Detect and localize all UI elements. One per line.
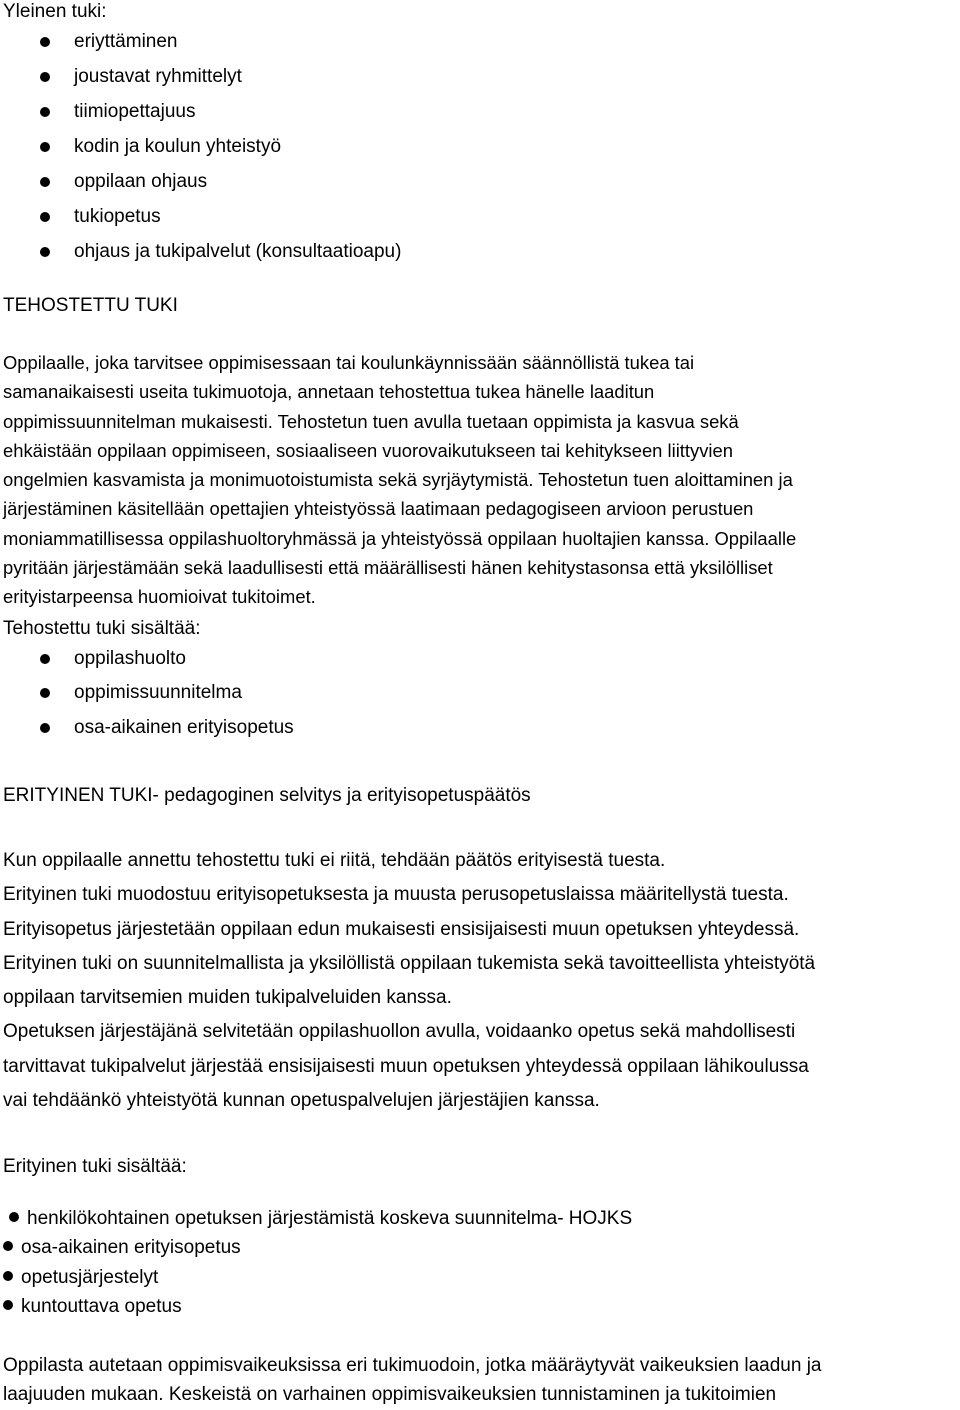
list-item: tiimiopettajuus bbox=[74, 101, 196, 122]
bullet-icon bbox=[40, 107, 50, 117]
section-heading-general: Yleinen tuki: bbox=[3, 1, 107, 22]
list-item-label: opetusjärjestelyt bbox=[21, 1267, 159, 1288]
paragraph-line: Erityinen tuki muodostuu erityisopetuksesta ja muusta perusopetuslaissa määritellystä tuesta. bbox=[3, 884, 789, 906]
intensified-contains-label: Tehostettu tuki sisältää: bbox=[3, 618, 201, 639]
paragraph-line: laajuuden mukaan. Keskeistä on varhainen oppimisvaikeuksien tunnistaminen ja tukitoimien bbox=[3, 1384, 777, 1406]
list-item: eriyttäminen bbox=[74, 31, 178, 52]
paragraph-line: tarvittavat tukipalvelut järjestää ensisijaisesti muun opetuksen yhteydessä oppilaan lähikoulussa bbox=[3, 1055, 809, 1077]
list-item bbox=[3, 1207, 632, 1231]
special-paragraph bbox=[3, 844, 960, 1118]
paragraph-line: vai tehdäänkö yhteistyötä kunnan opetuspalvelujen järjestäjien kanssa. bbox=[3, 1090, 600, 1112]
list-item-label: henkilökohtainen opetuksen järjestämistä koskeva suunnitelma- HOJKS bbox=[27, 1208, 633, 1229]
list-item: ohjaus ja tukipalvelut (konsultaatioapu) bbox=[74, 241, 402, 262]
paragraph-line: moniammatillisessa oppilashuoltoryhmässä ja yhteistyössä oppilaan huoltajien kanssa. Oppilaalle bbox=[3, 527, 797, 549]
bullet-icon bbox=[40, 247, 50, 257]
list-item: joustavat ryhmittelyt bbox=[74, 66, 242, 87]
paragraph-line: Oppilaalle, joka tarvitsee oppimisessaan tai koulunkäynnissään säännöllistä tukea tai bbox=[3, 352, 695, 373]
list-item: oppilaan ohjaus bbox=[74, 171, 208, 192]
bullet-icon bbox=[40, 142, 50, 152]
bullet-icon bbox=[40, 723, 50, 733]
paragraph-line: erityistarpeensa huomioivat tukitoimet. bbox=[3, 586, 316, 608]
list-item: oppilashuolto bbox=[74, 648, 186, 669]
bullet-icon bbox=[40, 177, 50, 187]
paragraph-line: Erityisopetus järjestetään oppilaan edun mukaisesti ensisijaisesti muun opetuksen yhteydessä. bbox=[3, 918, 800, 940]
paragraph-line: samanaikaisesti useita tukimuotoja, annetaan tehostettua tukea hänelle laaditun bbox=[3, 381, 655, 403]
bullet-icon bbox=[3, 1271, 13, 1281]
paragraph-line: pyritään järjestämään sekä laadullisesti että määrällisesti hänen kehitystasonsa että yksilölliset bbox=[3, 557, 773, 579]
paragraph-line: ehkäistään oppilaan oppimiseen, sosiaaliseen vuorovaikutukseen tai kehitykseen liittyvien bbox=[3, 439, 733, 461]
list-item: tukiopetus bbox=[74, 206, 161, 227]
list-item-label: kuntouttava opetus bbox=[21, 1296, 182, 1317]
list-item-label: osa-aikainen erityisopetus bbox=[21, 1237, 241, 1258]
bullet-icon bbox=[40, 37, 50, 47]
list-item bbox=[3, 1295, 182, 1319]
paragraph-line: Kun oppilaalle annettu tehostettu tuki ei riitä, tehdään päätös erityisestä tuesta. bbox=[3, 850, 666, 871]
closing-paragraph bbox=[3, 1351, 960, 1410]
bullet-icon bbox=[9, 1212, 19, 1222]
bullet-icon bbox=[3, 1300, 13, 1310]
section-heading-special: ERITYINEN TUKI- pedagoginen selvitys ja erityisopetuspäätös bbox=[3, 785, 531, 806]
bullet-icon bbox=[40, 72, 50, 82]
paragraph-line: järjestäminen käsitellään opettajien yhteistyössä laatimaan pedagogiseen arvioon perustuen bbox=[3, 498, 754, 520]
paragraph-line: Opetuksen järjestäjänä selvitetään oppilashuollon avulla, voidaanko opetus sekä mahdollisesti bbox=[3, 1021, 796, 1043]
bullet-icon bbox=[40, 654, 50, 664]
paragraph-line: ongelmien kasvamista ja monimuotoistumista sekä syrjäytymistä. Tehostetun tuen aloittaminen ja bbox=[3, 469, 793, 491]
special-contains-label: Erityinen tuki sisältää: bbox=[3, 1156, 187, 1177]
list-item: kodin ja koulun yhteistyö bbox=[74, 136, 282, 157]
paragraph-line: oppilaan tarvitsemien muiden tukipalveluiden kanssa. bbox=[3, 987, 452, 1009]
paragraph-line: Erityinen tuki on suunnitelmallista ja yksilöllistä oppilaan tukemista sekä tavoitteellista yhteistyötä bbox=[3, 952, 816, 974]
list-item bbox=[3, 1236, 241, 1260]
intensified-paragraph bbox=[3, 348, 960, 612]
bullet-icon bbox=[40, 212, 50, 222]
bullet-icon bbox=[40, 688, 50, 698]
list-item: osa-aikainen erityisopetus bbox=[74, 717, 294, 738]
section-heading-intensified: TEHOSTETTU TUKI bbox=[3, 295, 178, 316]
paragraph-line: Oppilasta autetaan oppimisvaikeuksissa eri tukimuodoin, jotka määräytyvät vaikeuksien laadun ja bbox=[3, 1355, 822, 1376]
list-item bbox=[3, 1266, 158, 1290]
list-item: oppimissuunnitelma bbox=[74, 682, 242, 703]
bullet-icon bbox=[3, 1241, 13, 1251]
paragraph-line: oppimissuunnitelman mukaisesti. Tehostetun tuen avulla tuetaan oppimista ja kasvua sekä bbox=[3, 410, 739, 432]
